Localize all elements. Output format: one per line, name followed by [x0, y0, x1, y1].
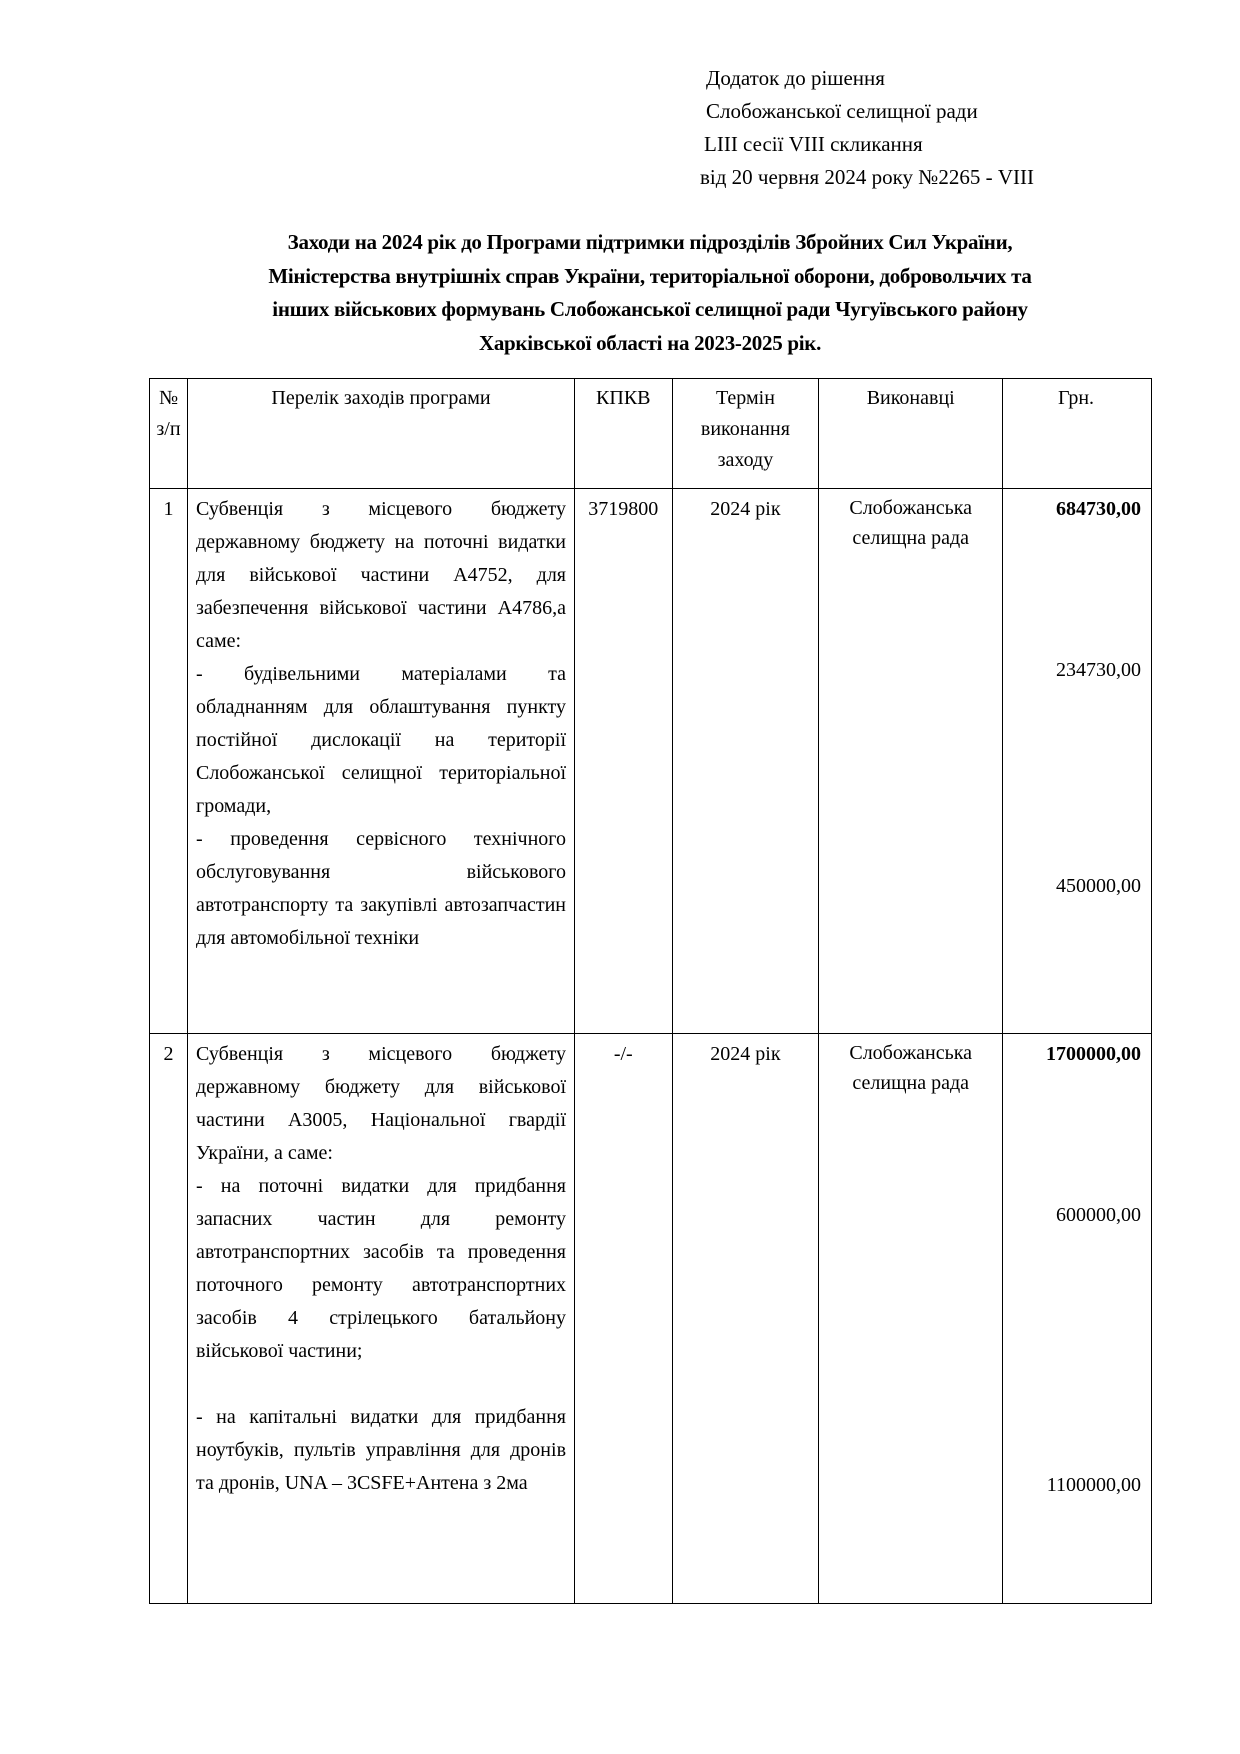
- header-line: LIII сесії VIII скликання: [704, 132, 923, 156]
- amounts-cell: [1003, 1034, 1152, 1604]
- table-header-row: [150, 379, 1152, 489]
- header-line: Додаток до рішення: [706, 66, 885, 90]
- kpkv-code: 3719800: [575, 489, 673, 1034]
- header-line: Слобожанської селищної ради: [706, 99, 978, 123]
- item-amount: 1100000,00: [1046, 1474, 1141, 1496]
- col-header-measures: Перелік заходів програми: [187, 379, 574, 489]
- row-number: 1: [150, 489, 188, 1034]
- measure-description: [187, 489, 574, 1034]
- col-header-executor: Виконавці: [819, 379, 1003, 489]
- col-header-amount: Грн.: [1003, 379, 1152, 489]
- term: 2024 рік: [672, 489, 819, 1034]
- executor: Слобожанська селищна рада: [819, 1034, 1003, 1604]
- table-row: [150, 1034, 1152, 1604]
- title-line: інших військових формувань Слобожанської селищної ради Чугуївського району: [272, 297, 1028, 321]
- col-header-term: Термін виконання заходу: [672, 379, 819, 489]
- measure-item: - будівельними матеріалами та обладнанням для облаштування пункту постійної дислокації на території Слобожанської селищної територіальної громади,: [195, 663, 567, 817]
- col-header-num: № з/п: [150, 379, 188, 489]
- total-amount: 1700000,00: [1046, 1043, 1141, 1065]
- col-header-kpkv: КПКВ: [575, 379, 673, 489]
- measure-item: - на поточні видатки для придбання запасних частин для ремонту автотранспортних засобів та проведення поточного ремонту автотранспортних засобів 4 стрілецького батальйону військової частини;: [195, 1175, 567, 1362]
- total-amount: 684730,00: [1056, 498, 1141, 520]
- amounts-cell: [1003, 489, 1152, 1034]
- title-line: Харківської області на 2023-2025 рік.: [478, 330, 822, 355]
- term: 2024 рік: [672, 1034, 819, 1604]
- measure-intro: Субвенція з місцевого бюджету державному бюджету на поточні видатки для військової частини А4752, для забезпечення військової частини А4786,а саме:: [195, 498, 567, 652]
- document-title: [150, 226, 1150, 360]
- kpkv-code: -/-: [575, 1034, 673, 1604]
- item-amount: 234730,00: [1056, 659, 1141, 681]
- measure-intro: Субвенція з місцевого бюджету державному бюджету для військової частини А3005, Національної гвардії України, а саме:: [195, 1043, 567, 1164]
- table-row: [150, 489, 1152, 1034]
- title-line: Міністерства внутрішніх справ України, територіальної оборони, добровольчих та: [268, 263, 1032, 288]
- header-line: від 20 червня 2024 року №2265 - VIII: [700, 165, 1034, 189]
- row-number: 2: [150, 1034, 188, 1604]
- appendix-header: [700, 62, 1034, 194]
- measure-item: - проведення сервісного технічного обслуговування військового автотранспорту та закупівлі автозапчастин для автомобільної техніки: [195, 828, 567, 949]
- title-line: Заходи на 2024 рік до Програми підтримки підрозділів Збройних Сил України,: [287, 230, 1013, 254]
- item-amount: 600000,00: [1056, 1204, 1141, 1226]
- executor: Слобожанська селищна рада: [819, 489, 1003, 1034]
- measure-description: [187, 1034, 574, 1604]
- measure-item: - на капітальні видатки для придбання ноутбуків, пультів управління для дронів та дронів, UNA – 3CSFE+Антена з 2ма: [195, 1406, 567, 1494]
- measures-table: [149, 378, 1152, 1604]
- item-amount: 450000,00: [1056, 875, 1141, 897]
